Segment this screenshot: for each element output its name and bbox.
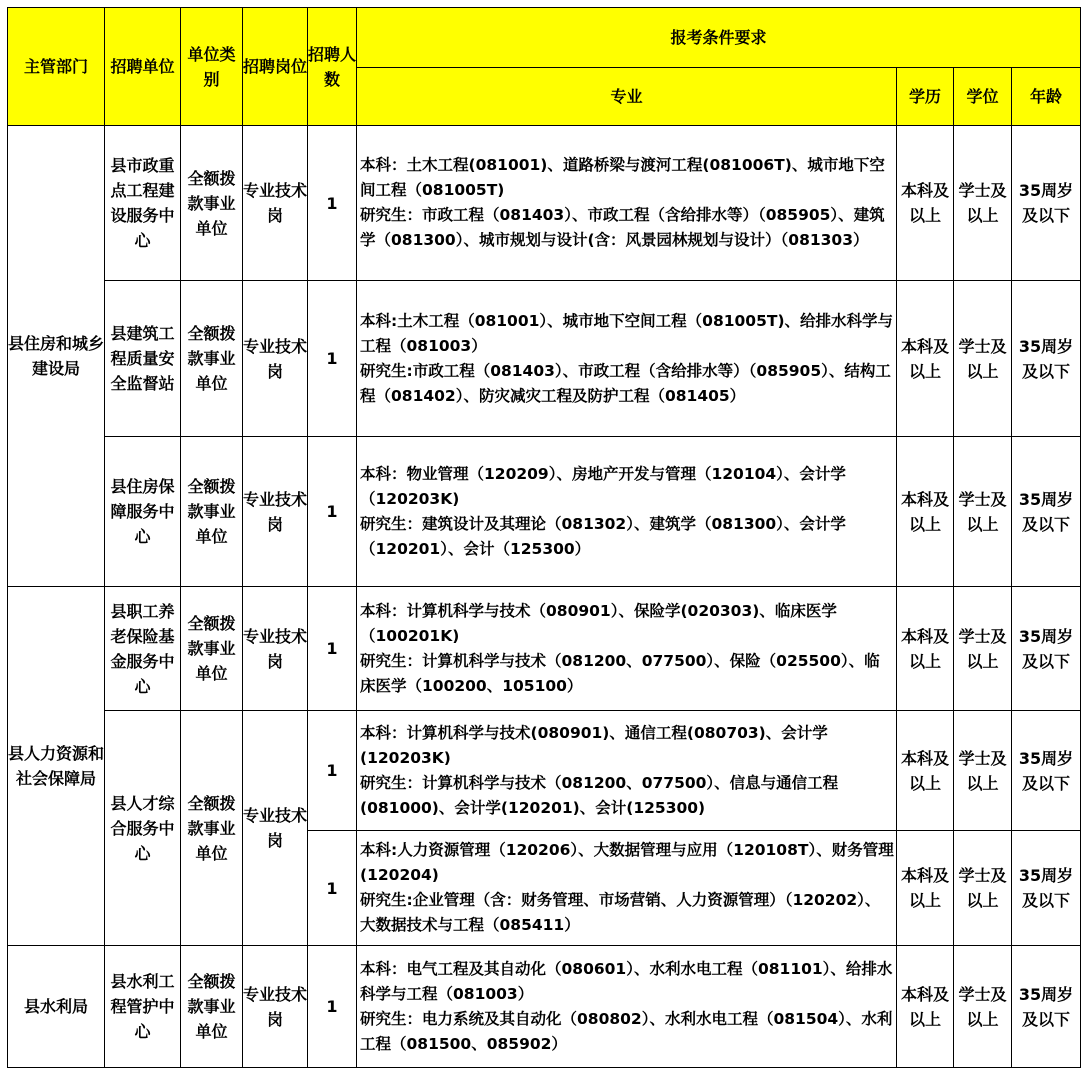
age-cell: 35周岁及以下 bbox=[1012, 281, 1081, 437]
position-cell: 专业技术岗 bbox=[243, 946, 308, 1068]
degree-cell: 学士及以上 bbox=[954, 437, 1012, 587]
major-cell bbox=[357, 946, 897, 1068]
major-postgraduate: 研究生：建筑设计及其理论（081302）、建筑学（081300）、会计学（120201）、会计（125300） bbox=[360, 514, 846, 558]
position-cell: 专业技术岗 bbox=[243, 281, 308, 437]
unit-type-cell: 全额拨款事业单位 bbox=[181, 126, 243, 281]
count-cell: 1 bbox=[308, 711, 357, 831]
age-cell: 35周岁及以下 bbox=[1012, 587, 1081, 711]
major-postgraduate: 研究生：电力系统及其自动化（080802）、水利水电工程（081504）、水利工程（081500、085902） bbox=[360, 1009, 893, 1053]
major-postgraduate: 研究生：市政工程（081403）、市政工程（含给排水等）（085905）、建筑学（081300）、城市规划与设计(含：风景园林规划与设计）（081303） bbox=[360, 206, 885, 249]
major-postgraduate: 研究生:企业管理（含：财务管理、市场营销、人力资源管理）（120202）、大数据技术与工程（085411） bbox=[360, 891, 881, 934]
age-cell: 35周岁及以下 bbox=[1012, 711, 1081, 831]
degree-cell: 学士及以上 bbox=[954, 711, 1012, 831]
count-cell: 1 bbox=[308, 437, 357, 587]
recruitment-table bbox=[7, 7, 1081, 1068]
header-degree: 学位 bbox=[954, 68, 1012, 126]
major-postgraduate: 研究生：计算机科学与技术（081200、077500）、保险（025500）、临床医学（100200、105100） bbox=[360, 651, 880, 695]
position-cell: 专业技术岗 bbox=[243, 126, 308, 281]
table-row bbox=[8, 126, 1081, 281]
education-cell: 本科及以上 bbox=[897, 587, 954, 711]
major-cell bbox=[357, 126, 897, 281]
count-cell: 1 bbox=[308, 126, 357, 281]
table-row bbox=[8, 437, 1081, 587]
major-undergraduate: 本科：计算机科学与技术（080901）、保险学(020303)、临床医学（100201K) bbox=[360, 601, 837, 645]
count-cell: 1 bbox=[308, 946, 357, 1068]
unit-cell: 县水利工程管护中心 bbox=[105, 946, 181, 1068]
header-education: 学历 bbox=[897, 68, 954, 126]
unit-cell: 县职工养老保险基金服务中心 bbox=[105, 587, 181, 711]
major-cell bbox=[357, 831, 897, 946]
header-unit-type: 单位类别 bbox=[181, 8, 243, 126]
major-undergraduate: 本科：土木工程(081001)、道路桥梁与渡河工程(081006T)、城市地下空间工程（081005T) bbox=[360, 156, 885, 199]
degree-cell: 学士及以上 bbox=[954, 946, 1012, 1068]
unit-cell: 县住房保障服务中心 bbox=[105, 437, 181, 587]
education-cell: 本科及以上 bbox=[897, 437, 954, 587]
header-position: 招聘岗位 bbox=[243, 8, 308, 126]
header-major: 专业 bbox=[357, 68, 897, 126]
header-dept: 主管部门 bbox=[8, 8, 105, 126]
table-row bbox=[8, 587, 1081, 711]
dept-cell: 县人力资源和社会保障局 bbox=[8, 587, 105, 946]
major-postgraduate: 研究生：计算机科学与技术（081200、077500）、信息与通信工程(081000)、会计学(120201)、会计(125300) bbox=[360, 773, 839, 817]
unit-type-cell: 全额拨款事业单位 bbox=[181, 437, 243, 587]
education-cell: 本科及以上 bbox=[897, 281, 954, 437]
unit-type-cell: 全额拨款事业单位 bbox=[181, 281, 243, 437]
major-postgraduate: 研究生:市政工程（081403）、市政工程（含给排水等）（085905）、结构工程（081402）、防灾减灾工程及防护工程（081405） bbox=[360, 361, 891, 405]
count-cell: 1 bbox=[308, 587, 357, 711]
degree-cell: 学士及以上 bbox=[954, 281, 1012, 437]
unit-cell: 县市政重点工程建设服务中心 bbox=[105, 126, 181, 281]
count-cell: 1 bbox=[308, 831, 357, 946]
major-undergraduate: 本科:土木工程（081001）、城市地下空间工程（081005T)、给排水科学与工程（081003） bbox=[360, 311, 894, 355]
unit-type-cell: 全额拨款事业单位 bbox=[181, 587, 243, 711]
education-cell: 本科及以上 bbox=[897, 831, 954, 946]
count-cell: 1 bbox=[308, 281, 357, 437]
major-undergraduate: 本科：计算机科学与技术(080901)、通信工程(080703)、会计学(120203K) bbox=[360, 723, 828, 767]
header-age: 年龄 bbox=[1012, 68, 1081, 126]
age-cell: 35周岁及以下 bbox=[1012, 126, 1081, 281]
position-cell: 专业技术岗 bbox=[243, 587, 308, 711]
major-undergraduate: 本科：电气工程及其自动化（080601）、水利水电工程（081101）、给排水科学与工程（081003） bbox=[360, 959, 893, 1003]
age-cell: 35周岁及以下 bbox=[1012, 437, 1081, 587]
degree-cell: 学士及以上 bbox=[954, 126, 1012, 281]
position-cell: 专业技术岗 bbox=[243, 711, 308, 946]
header-count: 招聘人数 bbox=[308, 8, 357, 126]
unit-cell: 县人才综合服务中心 bbox=[105, 711, 181, 946]
major-undergraduate: 本科：物业管理（120209）、房地产开发与管理（120104）、会计学（120203K) bbox=[360, 464, 846, 508]
degree-cell: 学士及以上 bbox=[954, 587, 1012, 711]
major-cell bbox=[357, 587, 897, 711]
position-cell: 专业技术岗 bbox=[243, 437, 308, 587]
major-cell bbox=[357, 711, 897, 831]
dept-cell: 县水利局 bbox=[8, 946, 105, 1068]
dept-cell: 县住房和城乡建设局 bbox=[8, 126, 105, 587]
major-undergraduate: 本科:人力资源管理（120206）、大数据管理与应用（120108T）、财务管理(120204) bbox=[360, 841, 894, 884]
education-cell: 本科及以上 bbox=[897, 946, 954, 1068]
degree-cell: 学士及以上 bbox=[954, 831, 1012, 946]
table-row bbox=[8, 946, 1081, 1068]
major-cell bbox=[357, 281, 897, 437]
age-cell: 35周岁及以下 bbox=[1012, 831, 1081, 946]
major-cell bbox=[357, 437, 897, 587]
education-cell: 本科及以上 bbox=[897, 126, 954, 281]
unit-type-cell: 全额拨款事业单位 bbox=[181, 946, 243, 1068]
table-row bbox=[8, 711, 1081, 831]
age-cell: 35周岁及以下 bbox=[1012, 946, 1081, 1068]
header-unit: 招聘单位 bbox=[105, 8, 181, 126]
unit-cell: 县建筑工程质量安全监督站 bbox=[105, 281, 181, 437]
education-cell: 本科及以上 bbox=[897, 711, 954, 831]
header-requirements: 报考条件要求 bbox=[357, 8, 1081, 68]
unit-type-cell: 全额拨款事业单位 bbox=[181, 711, 243, 946]
table-row bbox=[8, 281, 1081, 437]
